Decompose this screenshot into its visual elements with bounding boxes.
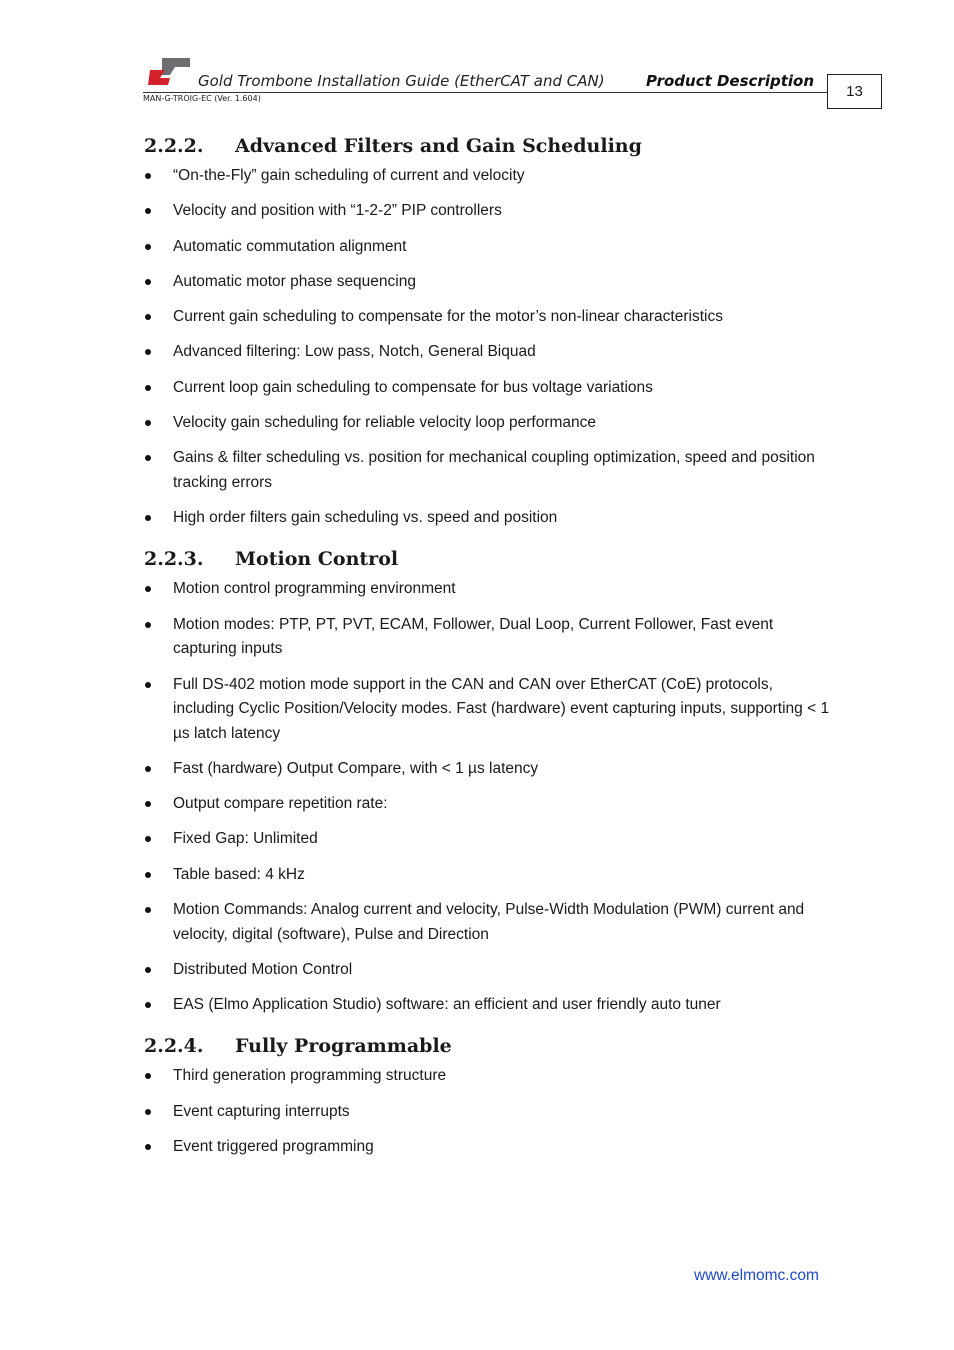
list-item (144, 1064, 834, 1089)
document-title: Gold Trombone Installation Guide (EtherCAT and CAN) (198, 72, 605, 90)
list-item-text: Full DS-402 motion mode support in the CAN and CAN over EtherCAT (CoE) protocols, including Cyclic Position/Velocity modes. Fast (hardware) event capturing inputs, supporting < 1 µs latch latency (173, 675, 830, 742)
list-item (144, 577, 834, 602)
list-item-text: Velocity and position with “1-2-2” PIP controllers (173, 202, 502, 220)
header-section-title: Product Description (646, 72, 814, 90)
list-item-text: Automatic motor phase sequencing (173, 272, 416, 290)
header-rule (143, 92, 828, 93)
list-item (144, 446, 834, 495)
section-heading (144, 128, 834, 164)
section-heading (144, 1028, 834, 1064)
list-item-text: EAS (Elmo Application Studio) software: an efficient and user friendly auto tuner (173, 996, 721, 1014)
list-item-text: Third generation programming structure (173, 1067, 447, 1085)
list-item (144, 673, 834, 747)
list-item-text: Gains & filter scheduling vs. position for mechanical coupling optimization, speed and position tracking errors (173, 449, 815, 491)
list-item-text: Event triggered programming (173, 1138, 374, 1156)
section-title: Fully Programmable (235, 1035, 452, 1058)
list-item-text: Fast (hardware) Output Compare, with < 1 µs latency (173, 759, 539, 777)
list-item (144, 863, 834, 888)
list-item-text: Current loop gain scheduling to compensate for bus voltage variations (173, 378, 653, 396)
list-item-text: Table based: 4 kHz (173, 865, 305, 883)
list-item (144, 164, 834, 189)
list-item (144, 199, 834, 224)
list-item-text: “On-the-Fly” gain scheduling of current and velocity (173, 167, 525, 184)
list-item-text: Automatic commutation alignment (173, 237, 407, 255)
list-item (144, 411, 834, 436)
list-item (144, 270, 834, 295)
section-number: 2.2.2. (144, 135, 204, 157)
document-id: MAN-G-TROIG-EC (Ver. 1.604) (143, 94, 261, 103)
section-title: Motion Control (235, 548, 399, 571)
list-item-text: Motion control programming environment (173, 580, 456, 598)
list-item-text: High order filters gain scheduling vs. speed and position (173, 509, 558, 527)
bullet-list (144, 1064, 834, 1159)
website-link[interactable]: www.elmomc.com (694, 1267, 819, 1284)
list-item (144, 1100, 834, 1125)
main-content (144, 128, 834, 1170)
list-item (144, 993, 834, 1018)
list-item (144, 1135, 834, 1160)
list-item (144, 827, 834, 852)
list-item (144, 235, 834, 260)
elmo-logo (148, 58, 190, 88)
list-item (144, 376, 834, 401)
list-item (144, 958, 834, 983)
list-item-text: Output compare repetition rate: (173, 795, 388, 813)
list-item-text: Motion modes: PTP, PT, PVT, ECAM, Follower, Dual Loop, Current Follower, Fast event capturing inputs (173, 615, 774, 658)
list-item-text: Velocity gain scheduling for reliable velocity loop performance (173, 414, 597, 432)
page-number: 13 (827, 74, 882, 109)
list-item (144, 792, 834, 817)
list-item-text: Motion Commands: Analog current and velocity, Pulse-Width Modulation (PWM) current and velocity, digital (software), Pulse and Direction (173, 901, 805, 943)
list-item-text: Advanced filtering: Low pass, Notch, General Biquad (173, 343, 536, 361)
section-title: Advanced Filters and Gain Scheduling (235, 135, 642, 157)
list-item (144, 757, 834, 782)
list-item (144, 305, 834, 330)
section-heading (144, 541, 834, 577)
list-item (144, 340, 834, 365)
list-item (144, 898, 834, 947)
bullet-list (144, 164, 834, 531)
section-number: 2.2.4. (144, 1035, 204, 1058)
list-item (144, 506, 834, 531)
bullet-list (144, 577, 834, 1017)
list-item-text: Distributed Motion Control (173, 960, 353, 978)
list-item-text: Event capturing interrupts (173, 1102, 350, 1120)
list-item (144, 613, 834, 662)
section-number: 2.2.3. (144, 548, 204, 571)
list-item-text: Current gain scheduling to compensate for the motor’s non-linear characteristics (173, 308, 723, 326)
list-item-text: Fixed Gap: Unlimited (173, 830, 318, 848)
